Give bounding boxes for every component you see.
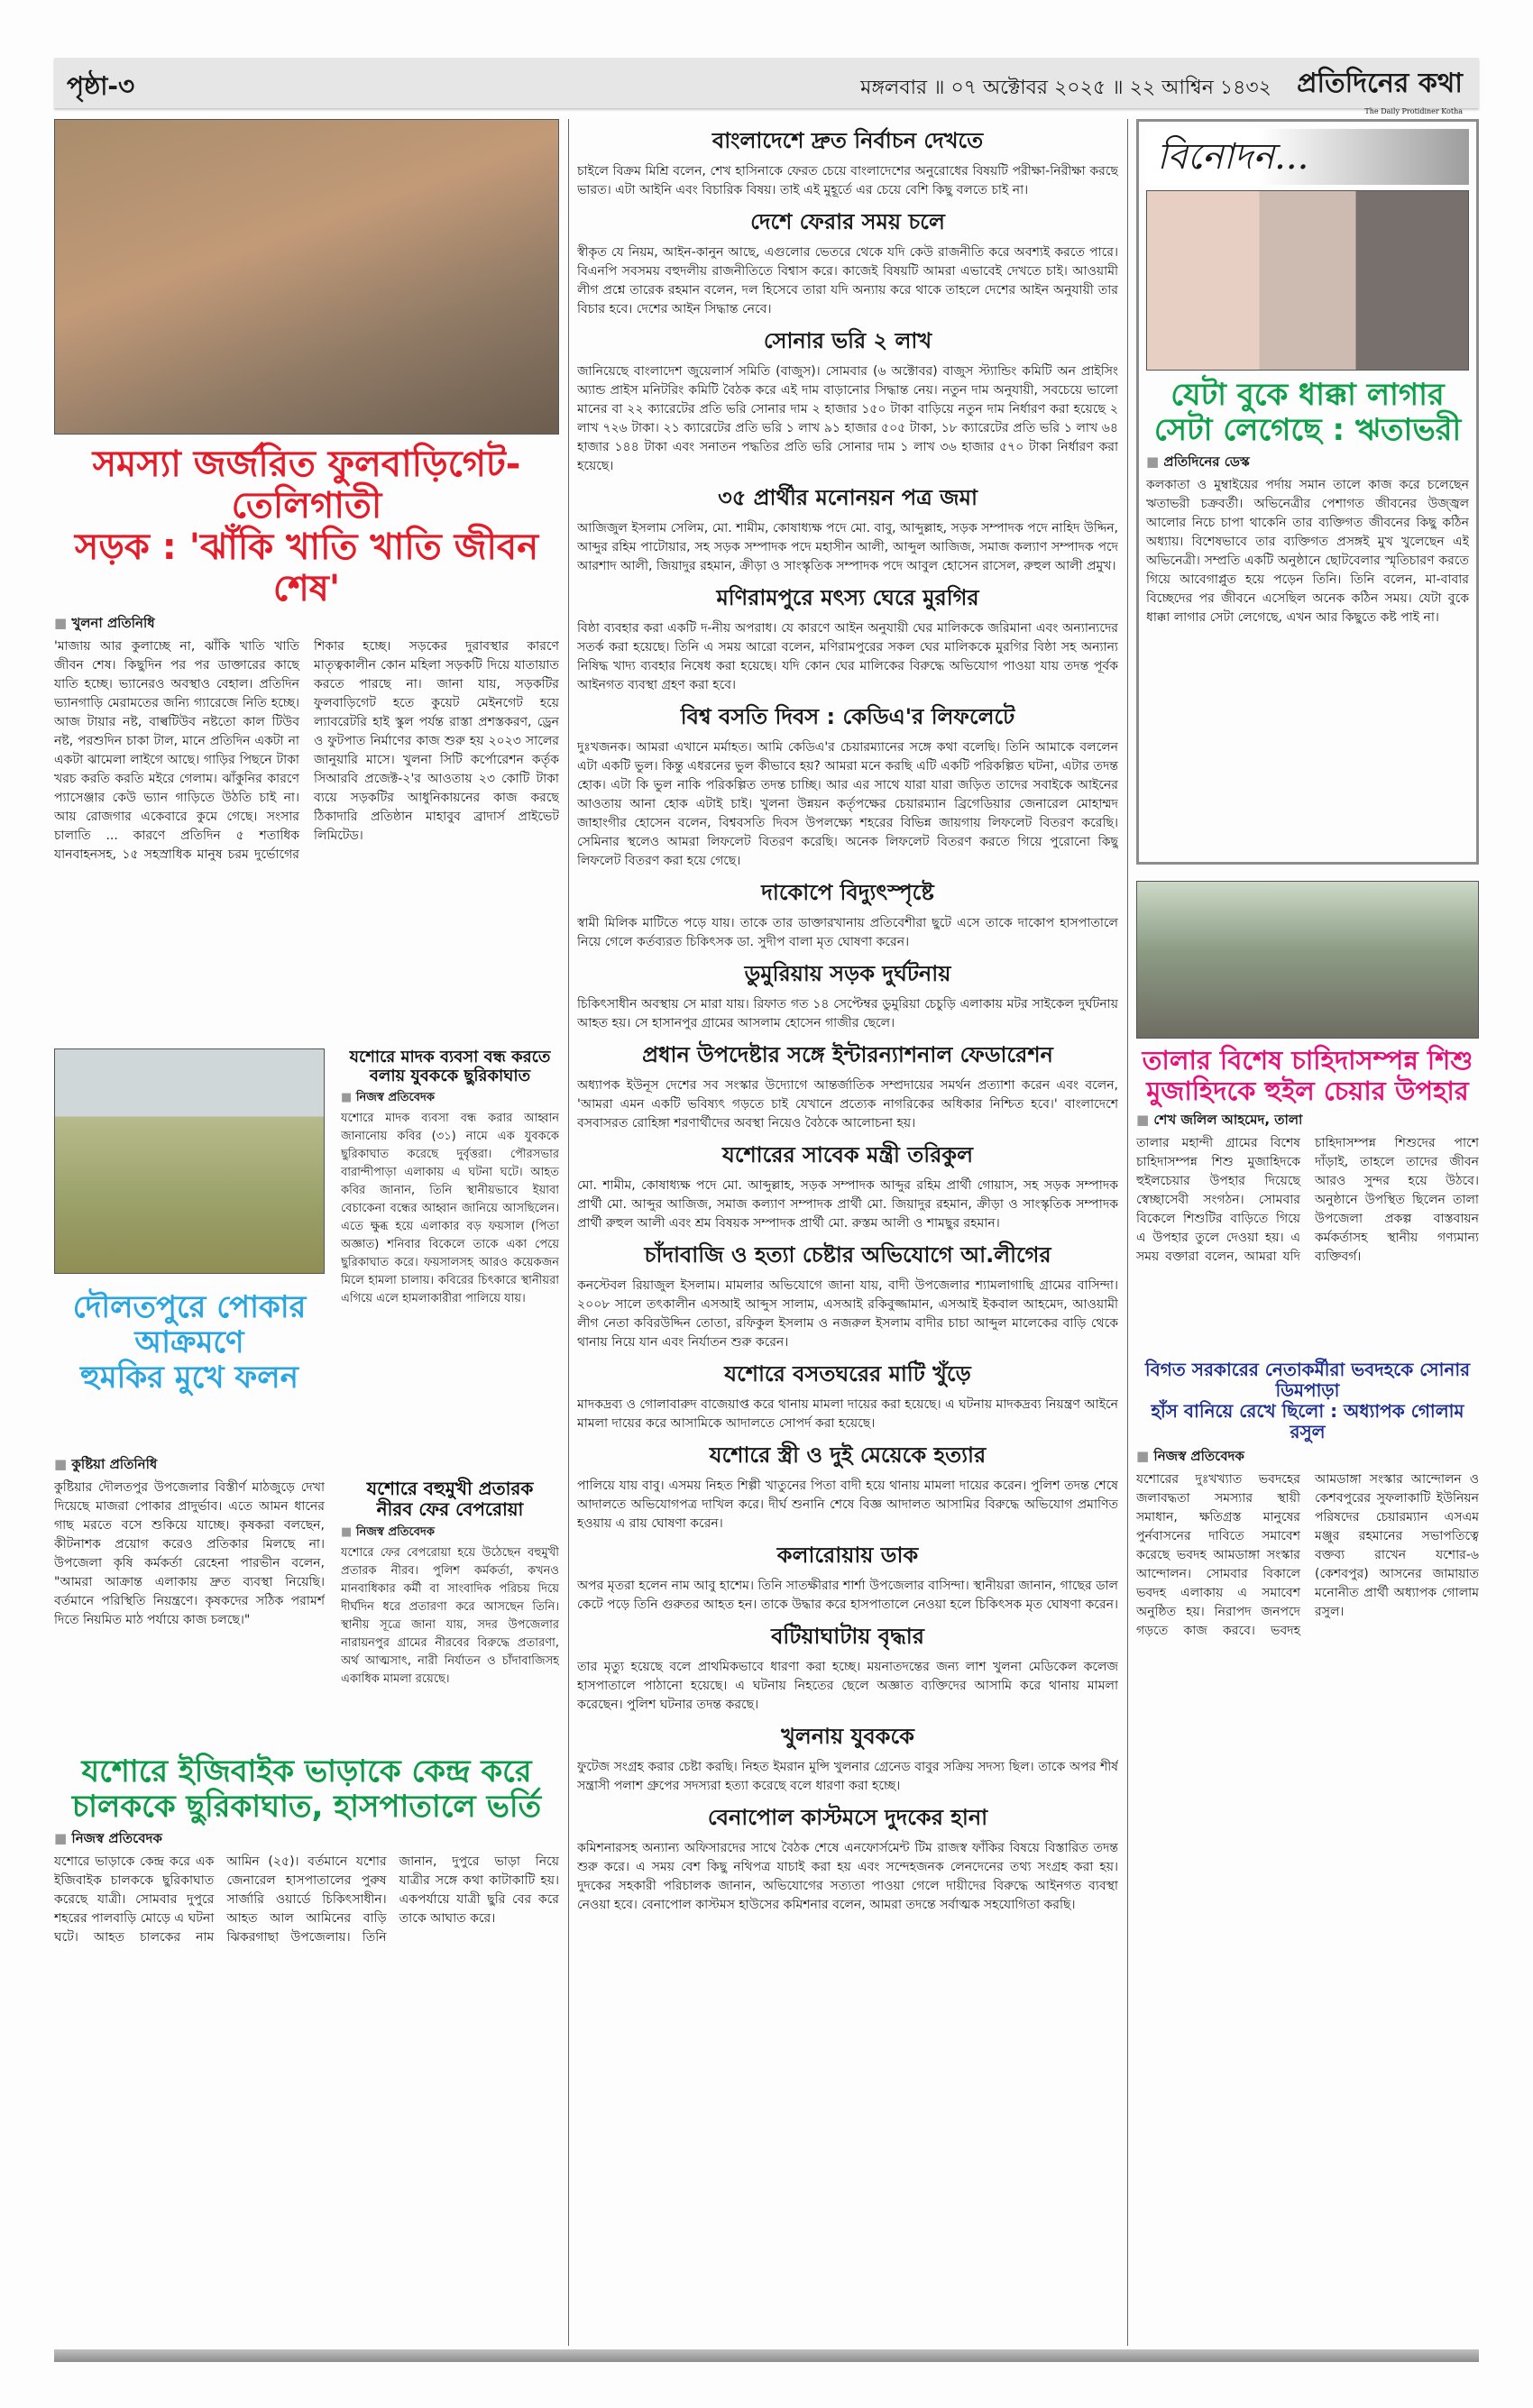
story-headline: যশোরে মাদক ব্যবসা বন্ধ করতে বলায় যুবককে ছুরিকাঘাত [349, 1048, 551, 1085]
news-section [577, 1801, 1118, 1915]
story-body: যশোরে ফের বেপরোয়া হয়ে উঠেছেন বহুমুখী প্রতারক নীরব। পুলিশ কর্মকর্তা, কখনও মানবাধিকার কর্মী বা সাংবাদিক পরিচয় দিয়ে দীর্ঘদিন ধরে প্রতারণা করে আসছেন তিনি। স্থানীয় সূত্রে জানা যায়, সদর উপজেলার নারায়নপুর গ্রামের নীরবের বিরুদ্ধে প্রতারণা, অর্থ আত্মসাৎ, নারী নির্যাতন ও চাঁদাবাজিসহ একাধিক মামলা রয়েছে। [341, 1546, 559, 1686]
byline: ■ প্রতিদিনের ডেস্ক [1146, 452, 1469, 474]
section-title: বটিয়াঘাটায় বৃদ্ধার [771, 1624, 924, 1649]
byline: ■ নিজস্ব প্রতিবেদক [341, 1524, 559, 1543]
news-section [577, 124, 1118, 200]
section-body: স্বামী মিলিক মাটিতে পড়ে যায়। তাকে তার ডাক্তারখানায় প্রতিবেশীরা ছুটে এসে তাকে দাকোপ হাসপাতালে নিয়ে গেলে কর্তব্যরত চিকিৎসক ডা. সুদীপ বালা মৃত ঘোষণা করেন। [577, 916, 1118, 949]
news-section [577, 1720, 1118, 1796]
byline: ■ নিজস্ব প্রতিবেদক [1136, 1446, 1479, 1469]
news-section [577, 1039, 1118, 1133]
byline: ■ শেখ জলিল আহমেদ, তালা [1136, 1110, 1479, 1132]
section-title: যশোরে স্ত্রী ও দুই মেয়েকে হত্যার [709, 1442, 987, 1468]
news-section [577, 1139, 1118, 1233]
newspaper-page [54, 54, 1479, 2362]
road-photo [54, 119, 559, 435]
footer-bar [54, 2349, 1479, 2362]
section-title: ৩৫ প্রার্থীর মনোনয়ন পত্র জমা [718, 485, 978, 510]
section-title: চাঁদাবাজি ও হত্যা চেষ্টার অভিযোগে আ.লীগের [644, 1242, 1051, 1268]
section-body: পালিয়ে যায় বাবু। এসময় নিহত শিল্পী খাতুনের পিতা বাদী হয়ে থানায় মামলা দায়ের করেন। পুলিশ তদন্ত শেষে আদালতে অভিযোগপত্র দাখিল করে। দীর্ঘ শুনানি শেষে বিজ্ঞ আদালত আসামির বিরুদ্ধে অভিযোগ প্রমাণিত হওয়ায় এ রায় ঘোষণা করেন। [577, 1479, 1118, 1531]
story-body: তালার মহান্দী গ্রামের বিশেষ চাহিদাসম্পন্ন শিশু মুজাহিদকে হুইলচেয়ার উপহার দিয়েছে স্বেচ্ছাসেবী সংগঠন। সোমবার বিকেলে শিশুটির বাড়িতে গিয়ে এ উপহার তুলে দেওয়া হয়। এ সময় বক্তারা বলেন, আমরা যদি চাহিদাসম্পন্ন শিশুদের পাশে দাঁড়াই, তাহলে তাদের জীবন আরও সুন্দর হয়ে উঠবে। অনুষ্ঠানে উপস্থিত ছিলেন তালা উপজেলা প্রকল্প বাস্তবায়ন কর্মকর্তাসহ স্থানীয় গণ্যমান্য ব্যক্তিবর্গ। [1136, 1135, 1479, 1264]
story-body: যশোরে মাদক ব্যবসা বন্ধ করার আহ্বান জানানোয় কবির (৩১) নামে এক যুবককে ছুরিকাঘাত করেছে দুর্বৃত্তরা। পৌরসভার বারান্দীপাড়া এলাকায় এ ঘটনা ঘটে। আহত কবির জানান, তিনি স্থানীয়ভাবে ইয়াবা বেচাকেনা বন্ধের আহ্বান জানিয়ে আসছিলেন। এতে ক্ষুব্ধ হয়ে এলাকার বড় ফয়সাল (পিতা অজ্ঞাত) শনিবার বিকেলে তাকে একা পেয়ে ছুরিকাঘাত করে। ফয়সালসহ আরও কয়েকজন মিলে হামলা চালায়। কবিরের চিৎকারে স্থানীয়রা এগিয়ে এলে হামলাকারীরা পালিয়ে যায়। [341, 1112, 559, 1306]
middle-column [577, 119, 1118, 1915]
news-section [577, 700, 1118, 871]
news-section [577, 876, 1118, 952]
section-title: বিশ্ব বসতি দিবস : কেডিএ'র লিফলেটে [680, 704, 1015, 729]
date-line: মঙ্গলবার ॥ ০৭ অক্টোবর ২০২৫ ॥ ২২ আশ্বিন ১৪৩২ [860, 77, 1271, 99]
news-section [577, 1539, 1118, 1615]
section-title: বেনাপোল কাস্টমসে দুদকের হানা [707, 1805, 988, 1830]
page-number: পৃষ্ঠা-৩ [67, 71, 135, 101]
story-headline: সমস্যা জর্জরিত ফুলবাড়িগেট-তেলিগাতী সড়ক : 'ঝাঁকি খাতি খাতি জীবন শেষ' [74, 444, 539, 609]
story-headline: দৌলতপুরে পোকার আক্রমণে হুমকির মুখে ফলন [72, 1289, 307, 1396]
story-headline: যেটা বুকে ধাক্কা লাগার সেটা লেগেছে : ঋতাভরী [1153, 377, 1462, 449]
byline: ■ খুলনা প্রতিনিধি [54, 613, 559, 636]
section-title: খুলনায় যুবককে [781, 1724, 914, 1749]
news-section [577, 206, 1118, 319]
section-body: অপর মৃতরা হলেন নাম আবু হাশেম। তিনি সাতক্ষীরার শার্শা উপজেলার বাসিন্দা। স্থানীয়রা জানান, গাছের ডাল কেটে পড়ে তিনি গুরুতর আহত হন। তাকে উদ্ধার করে হাসপাতালে নেওয়া হলে চিকিৎসক মৃত ঘোষণা করেন। [577, 1579, 1118, 1612]
byline: ■ নিজস্ব প্রতিবেদক [341, 1089, 559, 1108]
section-title: দাকোপে বিদ্যুৎস্পৃষ্টে [761, 880, 934, 905]
section-title: বাংলাদেশে দ্রুত নির্বাচন দেখতে [711, 128, 984, 153]
section-body: কনস্টেবল রিয়াজুল ইসলাম। মামলার অভিযোগে জানা যায়, বাদী উপজেলার শ্যামলাগাছি গ্রামের বাসিন্দা। ২০০৮ সালে তৎকালীন এসআই আব্দুস সালাম, এসআই রকিবুজ্জামান, এসআই ইকবাল আহমেদ, আওয়ামী লীগ নেতা কবিরউদ্দিন তোতা, রফিকুল ইসলাম ও নজরুল ইসলাম বাদীর চাচা আব্দুল মালেকের বাড়ি থেকে থানায় নিয়ে যান এবং নির্যাতন শুরু করেন। [577, 1278, 1118, 1350]
news-section [577, 1358, 1118, 1433]
story-body: কলকাতা ও মুম্বাইয়ের পর্দায় সমান তালে কাজ করে চলেছেন ঋতাভরী চক্রবর্তী। অভিনেত্রীর পেশাগত জীবনের উজ্জ্বল আলোর নিচে চাপা থাকেনি তার ব্যক্তিগত জীবনের কিছু কঠিন অধ্যায়। বিশেষভাবে তার ব্যক্তিগত প্রসঙ্গই মুখ খুলেছেন এই অভিনেত্রী। সম্প্রতি একটি অনুষ্ঠানে ছোটবেলার স্মৃতিচারণ করতে গিয়ে আবেগাপ্লুত হয়ে পড়েন তিনি। তিনি বলেন, মা-বাবার বিচ্ছেদের পর জীবনে এসেছিল অনেক কঠিন সময়। যেটা বুকে ধাক্কা লাগার সেটা লেগেছে, এখন আর কিছুতে কষ্ট পাই না। [1146, 478, 1469, 626]
section-body: জানিয়েছে বাংলাদেশ জুয়েলার্স সমিতি (বাজুস)। সোমবার (৬ অক্টোবর) বাজুস স্ট্যান্ডিং কমিটি অন প্রাইসিং অ্যান্ড প্রাইস মনিটরিং কমিটি বৈঠক করে এই দাম বাড়ানোর সিদ্ধান্ত নেয়। নতুন দাম অনুযায়ী, সবচেয়ে ভালো মানের বা ২২ ক্যারেটের প্রতি ভরি সোনার দাম ২ হাজার ১৫০ টাকা বাড়িয়ে নতুন দাম নির্ধারণ করা হয়েছে ২ লাখ ৭২৬ টাকা। ২১ ক্যারেটের প্রতি ভরি ১ লাখ ৯১ হাজার ৫০৫ টাকা, ১৮ ক্যারেটের প্রতি ভরি ১ লাখ ৬৪ হাজার ১৪৪ টাকা এবং সনাতন পদ্ধতির প্রতি ভরি সোনার দাম ১ লাখ ৩৬ হাজার ৫৭০ টাকা নির্ধারণ করা হয়েছে। [577, 364, 1118, 473]
actress-photo [1146, 190, 1469, 371]
section-body: আজিজুল ইসলাম সেলিম, মো. শামীম, কোষাধ্যক্ষ পদে মো. বাবু, আব্দুল্লাহ, সড়ক সম্পাদক পদে নাহিদ উদ্দিন, আব্দুর রহিম পাটোয়ার, সহ সড়ক সম্পাদক পদে মহাসীন আলী, আব্দুল আজিজ, সমাজ কল্যাণ সম্পাদক পদে আরশাদ আলী, জিয়াদুর রহমান, ক্রীড়া ও সাংস্কৃতিক সম্পাদক পদে আবুল হোসেন রাসেল, রুহুল আলী প্রমুখ। [577, 521, 1118, 573]
story-headline: যশোরে ইজিবাইক ভাড়াকে কেন্দ্র করে চালককে ছুরিকাঘাত, হাসপাতালে ভর্তি [71, 1753, 542, 1826]
section-title: যশোরের সাবেক মন্ত্রী তরিকুল [722, 1142, 973, 1167]
newspaper-logo [1297, 61, 1463, 115]
section-body: ফুটেজ সংগ্রহ করার চেষ্টা করছি। নিহত ইমরান মুন্সি খুলনার গ্রেনেড বাবুর সক্রিয় সদস্য ছিল। তাকে অপর শীর্ষ সন্ত্রাসী পলাশ গ্রুপের সদস্যরা হত্যা করেছে বলে ধারণা করা হচ্ছে। [577, 1760, 1118, 1793]
story-body: 'মাজায় আর কুলাচ্ছে না, ঝাঁকি খাতি খাতি জীবন শেষ। কিছুদিন পর পর ডাক্তারের কাছে যাতি হচ্ছে। ভ্যানেরও অবস্থাও বেহাল। প্রতিদিন ভ্যানগাড়ি মেরামতের জন্যি গ্যারেজে নিতি হচ্ছে। আজ টায়ার নষ্ট, বাল্বটিউব নষ্টতো কাল টিউব নষ্ট, পরশুদিন চাকা টাল, মানে প্রতিদিন একটা না একটা ঝামেলা লাইগে আছে। গাড়ির পিছনে টাকা খরচ করতি করতি মইরে গেলাম। ঝাঁকুনির কারণে প্যাসেঞ্জার কেউ ভ্যান গাড়িতে উঠতি চাই না। আয় রোজগার একেবারে কুমে গেছে। সংসার চালাতি ... কারণে প্রতিদিন ৫ শতাধিক যানবাহনসহ, ১৫ সহস্রাধিক মানুষ চরম দুর্ভোগের শিকার হচ্ছে। সড়কের দুরাবস্থার কারণে মাতৃত্বকালীন কোন মহিলা সড়কটি দিয়ে যাতায়াত করতে পারছে না। জানা যায়, সড়কটির ফুলবাড়িগেট হতে কুয়েট মেইনগেট হয়ে ল্যাবরেটরি হাই স্কুল পর্যন্ত রাস্তা প্রশস্তকরণ, ড্রেন ও ফুটপাত নির্মাণের কাজ শুরু হয় ২০২৩ সালের জানুয়ারি মাসে। খুলনা সিটি কর্পোরেশন কর্তৃক সিআরবি প্রজেক্ট-২'র আওতায় ২৩ কোটি টাকা ব্যয়ে সড়কটির আধুনিকায়নের কাজ করছে ঠিকাদারি প্রতিষ্ঠান মাহাবুব ব্রাদার্স প্রাইভেট লিমিটেড। [54, 639, 559, 862]
section-body: তার মৃত্যু হয়েছে বলে প্রাথমিকভাবে ধারণা করা হচ্ছে। ময়নাতদন্তের জন্য লাশ খুলনা মেডিকেল কলেজ হাসপাতালে পাঠানো হয়েছে। এ ঘটনায় নিহতের ছেলে অজ্ঞাত ব্যক্তিদের আসামি করে থানায় মামলা করেছেন। পুলিশ ঘটনার তদন্ত করছে। [577, 1660, 1118, 1712]
story-headline: তালার বিশেষ চাহিদাসম্পন্ন শিশু মুজাহিদকে হুইল চেয়ার উপহার [1142, 1045, 1473, 1106]
column-divider [1127, 119, 1128, 2346]
entertainment-box [1136, 119, 1479, 865]
news-section [577, 581, 1118, 695]
story-body: যশোরের দুঃখখ্যাত ভবদহের জলাবদ্ধতা সমস্যার স্থায়ী সমাধান, ক্ষতিগ্রস্ত মানুষের পুর্নবাসনের দাবিতে সমাবেশ করেছে ভবদহ আমডাঙ্গা সংস্কার আন্দোলন। সোমবার বিকালে ভবদহ এলাকায় এ সমাবেশ অনুষ্ঠিত হয়। নিরাপদ জনপদে গড়তে কাজ করবে। ভবদহ আমডাঙ্গা সংস্কার আন্দোলন ও কেশবপুরের সুফলাকাটি ইউনিয়ন পরিষদের চেয়ারম্যান এসএম মঞ্জুর রহমানের সভাপতিত্বে বক্তব্য রাখেন যশোর-৬ (কেশবপুর) আসনের জামায়াত মনোনীত প্রার্থী অধ্যাপক গোলাম রসুল। [1136, 1471, 1479, 1638]
logo-tagline: The Daily Protidiner Kotha [1364, 107, 1463, 115]
section-title: যশোরে বসতঘরের মাটি খুঁড়ে [724, 1361, 971, 1387]
section-title: মণিরামপুরে মৎস্য ঘেরে মুরগির [716, 585, 979, 610]
section-body: চাইলে বিক্রম মিশ্রি বলেন, শেখ হাসিনাকে ফেরত চেয়ে বাংলাদেশের অনুরোধের বিষয়টি পরীক্ষা-নিরীক্ষা করছে ভারত। এটা আইনি এবং বিচারিক বিষয়। তাই এই মুহূর্তে এর চেয়ে বেশি কিছু বলতে চাই না। [577, 164, 1118, 197]
section-body: বিষ্ঠা ব্যবহার করা একটি দ-নীয় অপরাধ। যে কারণে আইন অনুযায়ী ঘের মালিককে জরিমানা এবং অন্যান্যদের সতর্ক করা হয়েছে। তিনি এ সময় আরো বলেন, মণিরামপুরের সকল ঘের মালিককে মুরগির বিষ্ঠা সহ অন্যান্য নিষিদ্ধ খাদ্য ব্যবহার নিষেধ করা হয়েছে। যদি কোন ঘের মালিকের বিরুদ্ধে অভিযোগ পাওয়া যায় তদন্ত পূর্বক আইনগত ব্যবস্থা গ্রহণ করা হবে। [577, 621, 1118, 692]
section-body: মো. শামীম, কোষাধ্যক্ষ পদে মো. আব্দুল্লাহ, সড়ক সম্পাদক আব্দুর রহিম প্রার্থী গোয়াস, সহ সড়ক সম্পাদক প্রার্থী মো. আব্দুর আজিজ, সমাজ কল্যাণ সম্পাদক প্রার্থী মো. জিয়াদুর রহমান, ক্রীড়া ও সাংস্কৃতিক সম্পাদক প্রার্থী রুহুল আলী এবং শ্রম বিষয়ক সম্পাদক প্রার্থী মো. রুস্তম আলী ও শামছুর রহমান। [577, 1178, 1118, 1231]
page-header [54, 58, 1479, 115]
logo-text: প্রতিদিনের কথা [1297, 68, 1463, 99]
section-title: কলারোয়ায় ডাক [776, 1543, 919, 1568]
field-photo [54, 1048, 325, 1274]
section-body: কমিশনারসহ অন্যান্য অফিসারদের সাথে বৈঠক শেষে এনফোর্সমেন্ট টিম রাজস্ব ফাঁকির বিষয়ে বিস্তারিত তদন্ত শুরু করে। এ সময় বেশ কিছু নথিপত্র যাচাই করা হয় এবং সন্দেহজনক লেনদেনের তথ্য সংগ্রহ করা হয়। দুদকের সহকারী পরিচালক জানান, অভিযোগের সত্যতা পাওয়া গেলে দায়ীদের বিরুদ্ধে আইনগত ব্যবস্থা নেওয়া হবে। বেনাপোল কাস্টমস হাউসের কমিশনার বলেন, আমরা তদন্তে সর্বাত্মক সহযোগিতা করছি। [577, 1841, 1118, 1912]
section-title: সোনার ভরি ২ লাখ [763, 328, 932, 353]
section-body: স্বীকৃত যে নিয়ম, আইন-কানুন আছে, এগুলোর ভেতরে থেকে যদি কেউ রাজনীতি করে অবশ্যই করতে পারে। বিএনপি সবসময় বহুদলীয় রাজনীতিতে বিশ্বাস করে। কাজেই বিষয়টি আমরা এভাবেই দেখতে চাই। আওয়ামী লীগ প্রশ্নে তারেক রহমান বলেন, দল হিসেবে তারা যদি অন্যায় করে থাকে তাহলে দেশের আইন অনুযায়ী তার বিচার হবে। দেশের আইন সিদ্ধান্ত নেবে। [577, 245, 1118, 316]
news-section [577, 1620, 1118, 1715]
group-photo [1136, 881, 1479, 1039]
section-body: চিকিৎসাধীন অবস্থায় সে মারা যায়। রিফাত গত ১৪ সেপ্টেম্বর ডুমুরিয়া চেচুড়ি এলাকায় মটর সাইকেল দুর্ঘটনায় আহত হয়। সে হাসানপুর গ্রামের আসলাম হোসেন গাজীর ছেলে। [577, 997, 1118, 1030]
column-divider [568, 119, 569, 2346]
news-section [577, 481, 1118, 576]
news-section [577, 325, 1118, 476]
left-column [54, 119, 559, 2123]
section-body: মাদকদ্রব্য ও গোলাবারুদ বাজেয়াপ্ত করে থানায় মামলা দায়ের করা হয়েছে। এ ঘটনায় মাদকদ্রব্য নিয়ন্ত্রণ আইনে মামলা দায়ের করে আসামিকে আদালতে সোপর্দ করা হয়েছে। [577, 1397, 1118, 1431]
byline: ■ নিজস্ব প্রতিবেদক [54, 1828, 559, 1851]
story-headline: বিগত সরকারের নেতাকর্মীরা ভবদহকে সোনার ডিমপাড়া হাঁস বানিয়ে রেখে ছিলো : অধ্যাপক গোলাম রসুল [1144, 1358, 1471, 1442]
news-section [577, 1239, 1118, 1352]
section-title: প্রধান উপদেষ্টার সঙ্গে ইন্টারন্যাশনাল ফেডারেশন [642, 1042, 1053, 1067]
news-section [577, 1439, 1118, 1534]
story-body: যশোরে ভাড়াকে কেন্দ্র করে এক ইজিবাইক চালককে ছুরিকাঘাত করেছে যাত্রী। সোমবার দুপুরে শহরের পালবাড়ি মোড়ে এ ঘটনা ঘটে। আহত চালকের নাম আমিন (২৫)। বর্তমানে যশোর জেনারেল হাসপাতালের পুরুষ সার্জারি ওয়ার্ডে চিকিৎসাধীন। আহত আল আমিনের বাড়ি ঝিকরগাছা উপজেলায়। তিনি জানান, দুপুরে ভাড়া নিয়ে যাত্রীর সঙ্গে কথা কাটাকাটি হয়। একপর্যায়ে যাত্রী ছুরি বের করে তাকে আঘাত করে। [54, 1854, 559, 1946]
byline: ■ কুষ্টিয়া প্রতিনিধি [54, 1454, 559, 1477]
news-section [577, 957, 1118, 1033]
section-body: অধ্যাপক ইউনূস দেশের সব সংস্কার উদ্যোগে আন্তর্জাতিক সম্প্রদায়ের সমর্থন প্রত্যাশা করেন এবং বলেন, 'আমরা এমন একটি ভবিষ্যৎ গড়তে চাই যেখানে প্রত্যেক নাগরিকের অধিকার নিশ্চিত হবে।' বাংলাদেশে বসবাসরত রোহিঙ্গা শরণার্থীদের অবস্থা নিয়েও বৈঠকে আলোচনা হয়। [577, 1078, 1118, 1131]
story-body: কুষ্টিয়ার দৌলতপুর উপজেলার বিস্তীর্ণ মাঠজুড়ে দেখা দিয়েছে মাজরা পোকার প্রাদুর্ভাব। এতে আমন ধানের গাছ মরতে বসে শুকিয়ে যাচ্ছে। কৃষকরা বলছেন, কীটনাশক প্রয়োগ করেও প্রতিকার মিলছে না। উপজেলা কৃষি কর্মকর্তা রেহেনা পারভীন বলেন, "আমরা আক্রান্ত এলাকায় দ্রুত ব্যবস্থা নিয়েছি। বর্তমানে পরিস্থিতি নিয়ন্ত্রণে। কৃষকদের সঠিক পরামর্শ দিতে নিয়মিত মাঠ পর্যায়ে কাজ চলছে।" [54, 1480, 325, 1627]
right-column [1136, 119, 1479, 2210]
story-headline: যশোরে বহুমুখী প্রতারক নীরব ফের বেপরোয়া [366, 1478, 534, 1520]
section-title: দেশে ফেরার সময় চলে [750, 209, 945, 234]
section-body: দুঃখজনক। আমরা এখানে মর্মাহত। আমি কেডিএ'র চেয়ারম্যানের সঙ্গে কথা বলেছি। তিনি আমাকে বললেন এটা একটি ভুল। কিন্তু এধরনের ভুল কীভাবে হয়? আমরা মনে করছি এটি একটি পরিকল্পিত ঘটনা, এটার তদন্ত হোক। এটা কি ভুল নাকি পরিকল্পিত তদন্ত চাচ্ছি। আর এর সাথে যারা যারা জড়িত তাদের সবাইকে আইনের আওতায় আনা হোক এটাই চাই। খুলনা উন্নয়ন কর্তৃপক্ষের চেয়ারম্যান ব্রিগেডিয়ার জেনারেল মোহাম্মদ জাহাংগীর হোসেন বলেন, বিশ্ববসতি দিবস উপলক্ষ্যে শহরের বিভিন্ন জায়গায় লিফলেট বিতরণ করেছি। সেমিনার স্থলেও আমরা লিফলেট বিতরণ করেছি। অনেক লিফলেট বিতরণ করতে গিয়ে পুরোনো কিছু লিফলেট বিতরণ করা হয়ে গেছে। [577, 740, 1118, 868]
section-title: ডুমুরিয়ায় সড়ক দুর্ঘটনায় [744, 961, 951, 986]
entertainment-label: বিনোদন... [1146, 129, 1469, 185]
